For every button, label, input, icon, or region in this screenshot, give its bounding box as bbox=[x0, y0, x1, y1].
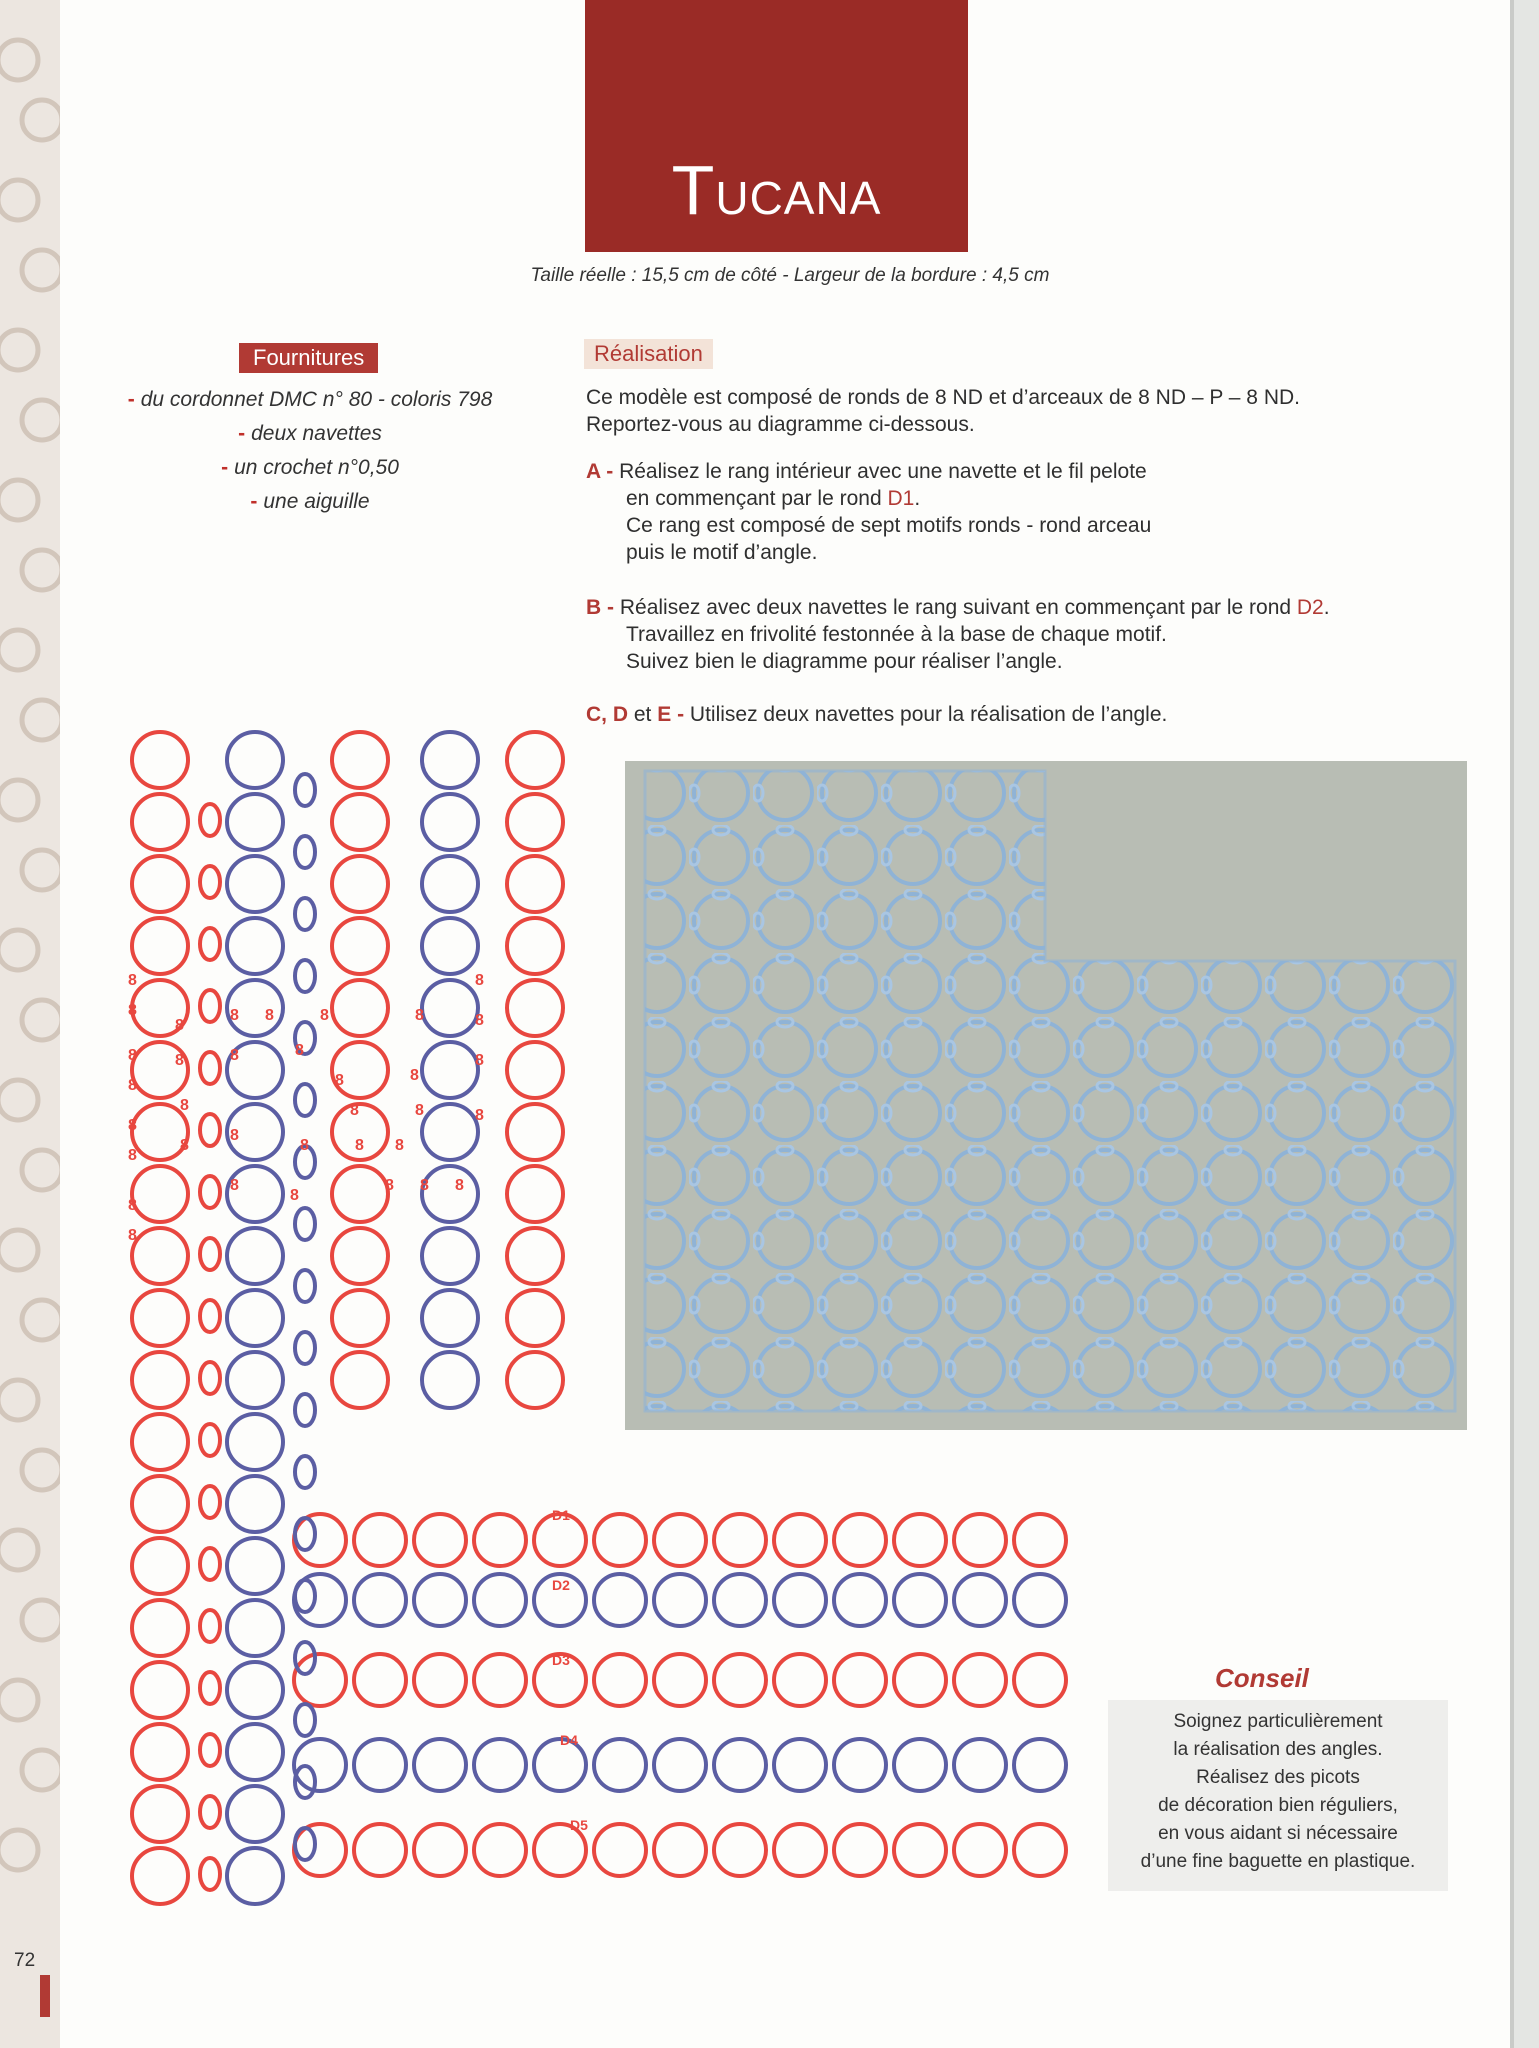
red-ring bbox=[132, 1600, 188, 1656]
red-ring bbox=[507, 856, 563, 912]
red-ring bbox=[414, 1514, 466, 1566]
page-marker bbox=[40, 1975, 50, 2017]
blue-ring bbox=[954, 1739, 1006, 1791]
stitch-count-label: 8 bbox=[420, 1177, 429, 1194]
blue-ring bbox=[227, 1724, 283, 1780]
red-ring bbox=[414, 1654, 466, 1706]
red-ring bbox=[507, 918, 563, 974]
red-leaf bbox=[200, 1424, 220, 1456]
red-leaf bbox=[200, 1238, 220, 1270]
blue-ring bbox=[227, 918, 283, 974]
red-leaf bbox=[200, 1734, 220, 1766]
blue-ring bbox=[227, 1600, 283, 1656]
red-ring bbox=[332, 1042, 388, 1098]
stitch-count-label: 8 bbox=[175, 1017, 184, 1034]
blue-ring bbox=[227, 856, 283, 912]
red-ring bbox=[714, 1654, 766, 1706]
red-ring bbox=[332, 794, 388, 850]
blue-ring bbox=[354, 1574, 406, 1626]
red-ring bbox=[132, 1166, 188, 1222]
blue-ring bbox=[422, 1042, 478, 1098]
red-ring bbox=[132, 794, 188, 850]
blue-ring bbox=[834, 1574, 886, 1626]
red-leaf bbox=[200, 866, 220, 898]
red-ring bbox=[954, 1514, 1006, 1566]
stitch-count-label: 8 bbox=[355, 1137, 364, 1154]
fournitures-heading: Fournitures bbox=[239, 343, 378, 373]
red-ring bbox=[1014, 1824, 1066, 1876]
red-ring bbox=[332, 980, 388, 1036]
blue-ring bbox=[774, 1739, 826, 1791]
blue-ring bbox=[774, 1574, 826, 1626]
stitch-count-label: 8 bbox=[350, 1102, 359, 1119]
red-ring bbox=[332, 1166, 388, 1222]
blue-ring bbox=[354, 1739, 406, 1791]
stitch-count-label: 8 bbox=[320, 1007, 329, 1024]
page-title: TUCANA bbox=[671, 151, 882, 229]
red-ring bbox=[594, 1654, 646, 1706]
step-cde: C, D et E - Utilisez deux navettes pour la réalisation de l’angle. bbox=[586, 703, 1168, 726]
blue-ring bbox=[227, 794, 283, 850]
red-leaf bbox=[200, 1796, 220, 1828]
red-leaf bbox=[200, 804, 220, 836]
blue-ring bbox=[834, 1739, 886, 1791]
red-leaf bbox=[200, 1052, 220, 1084]
blue-ring bbox=[654, 1574, 706, 1626]
blue-ring bbox=[1014, 1574, 1066, 1626]
blue-ring bbox=[422, 918, 478, 974]
red-ring bbox=[507, 1042, 563, 1098]
blue-leaf bbox=[295, 1456, 315, 1488]
blue-ring bbox=[954, 1574, 1006, 1626]
red-leaf bbox=[200, 1300, 220, 1332]
blue-leaf bbox=[295, 1704, 315, 1736]
red-ring bbox=[132, 1290, 188, 1346]
stitch-count-label: 8 bbox=[180, 1137, 189, 1154]
red-ring bbox=[507, 1166, 563, 1222]
page-edge-decoration bbox=[1510, 0, 1539, 2048]
red-ring bbox=[654, 1514, 706, 1566]
red-ring bbox=[294, 1824, 346, 1876]
blue-leaf bbox=[295, 1208, 315, 1240]
blue-leaf bbox=[295, 898, 315, 930]
blue-ring bbox=[422, 1290, 478, 1346]
realisation-heading: Réalisation bbox=[584, 339, 713, 369]
red-leaf bbox=[200, 1486, 220, 1518]
blue-ring bbox=[227, 1290, 283, 1346]
red-ring bbox=[132, 1414, 188, 1470]
red-ring bbox=[594, 1514, 646, 1566]
red-ring bbox=[594, 1824, 646, 1876]
stitch-count-label: 8 bbox=[475, 972, 484, 989]
blue-ring bbox=[474, 1574, 526, 1626]
supply-item: - une aiguille bbox=[250, 490, 370, 513]
red-leaf bbox=[200, 928, 220, 960]
red-ring bbox=[714, 1824, 766, 1876]
red-ring bbox=[507, 1104, 563, 1160]
conseil-title: Conseil bbox=[1215, 1663, 1309, 1693]
red-ring bbox=[132, 1538, 188, 1594]
blue-ring bbox=[227, 1414, 283, 1470]
blue-ring bbox=[422, 794, 478, 850]
step-a: A - Réalisez le rang intérieur avec une navette et le fil pelote en commençant par le rond D1. Ce rang est composé de sept motifs ronds - rond arceau puis le motif d’angle. bbox=[586, 460, 1152, 564]
stitch-count-label: 8 bbox=[180, 1097, 189, 1114]
red-ring bbox=[507, 1228, 563, 1284]
stitch-count-label: 8 bbox=[128, 1002, 137, 1019]
red-ring bbox=[507, 794, 563, 850]
stitch-count-label: 8 bbox=[128, 972, 137, 989]
red-ring bbox=[1014, 1654, 1066, 1706]
red-ring bbox=[654, 1654, 706, 1706]
red-ring bbox=[132, 918, 188, 974]
row-label-d2: D2 bbox=[552, 1577, 570, 1593]
red-ring bbox=[132, 1786, 188, 1842]
blue-leaf bbox=[295, 1828, 315, 1860]
lace-border-decoration bbox=[0, 0, 60, 2048]
stitch-count-label: 8 bbox=[128, 1047, 137, 1064]
red-ring bbox=[332, 1228, 388, 1284]
blue-leaf bbox=[295, 1270, 315, 1302]
blue-ring bbox=[227, 1848, 283, 1904]
blue-leaf bbox=[295, 1332, 315, 1364]
red-leaf bbox=[200, 1176, 220, 1208]
red-ring bbox=[894, 1654, 946, 1706]
stitch-count-label: 8 bbox=[175, 1052, 184, 1069]
red-leaf bbox=[200, 1362, 220, 1394]
red-ring bbox=[834, 1824, 886, 1876]
blue-ring bbox=[422, 856, 478, 912]
stitch-count-label: 8 bbox=[265, 1007, 274, 1024]
red-ring bbox=[132, 1724, 188, 1780]
red-ring bbox=[774, 1824, 826, 1876]
stitch-count-label: 8 bbox=[230, 1007, 239, 1024]
red-ring bbox=[354, 1514, 406, 1566]
stitch-count-label: 8 bbox=[475, 1012, 484, 1029]
red-ring bbox=[654, 1824, 706, 1876]
blue-ring bbox=[894, 1574, 946, 1626]
row-label-d5: D5 bbox=[570, 1817, 588, 1833]
red-leaf bbox=[200, 1548, 220, 1580]
blue-ring bbox=[654, 1739, 706, 1791]
supply-item: - du cordonnet DMC n° 80 - coloris 798 bbox=[127, 388, 493, 411]
red-ring bbox=[332, 732, 388, 788]
red-ring bbox=[132, 1662, 188, 1718]
intro-text: Ce modèle est composé de ronds de 8 ND et d’arceaux de 8 ND – P – 8 ND. Reportez-vous au diagramme ci-dessous. bbox=[586, 386, 1300, 436]
red-ring bbox=[132, 1352, 188, 1408]
red-ring bbox=[132, 1228, 188, 1284]
red-ring bbox=[954, 1824, 1006, 1876]
red-leaf bbox=[200, 1114, 220, 1146]
stitch-count-label: 8 bbox=[128, 1077, 137, 1094]
stitch-count-label: 8 bbox=[290, 1187, 299, 1204]
stitch-count-label: 8 bbox=[230, 1047, 239, 1064]
blue-ring bbox=[714, 1739, 766, 1791]
stitch-count-label: 8 bbox=[475, 1052, 484, 1069]
red-leaf bbox=[200, 990, 220, 1022]
stitch-count-label: 8 bbox=[385, 1177, 394, 1194]
red-ring bbox=[774, 1514, 826, 1566]
row-label-d3: D3 bbox=[552, 1652, 570, 1668]
red-ring bbox=[774, 1654, 826, 1706]
red-ring bbox=[1014, 1514, 1066, 1566]
conseil-box: Soignez particulièrement la réalisation des angles. Réalisez des picots de décoration bien réguliers, en vous aidant si nécessaire d’une fine baguette en plastique. bbox=[1108, 1700, 1448, 1891]
stitch-count-label: 8 bbox=[415, 1102, 424, 1119]
blue-leaf bbox=[295, 960, 315, 992]
red-leaf bbox=[200, 1672, 220, 1704]
blue-ring bbox=[422, 1228, 478, 1284]
red-ring bbox=[414, 1824, 466, 1876]
blue-ring bbox=[227, 1538, 283, 1594]
red-ring bbox=[507, 1352, 563, 1408]
stitch-count-label: 8 bbox=[300, 1137, 309, 1154]
stitch-count-label: 8 bbox=[128, 1227, 137, 1244]
row-label-d4: D4 bbox=[560, 1732, 578, 1748]
blue-ring bbox=[474, 1739, 526, 1791]
stitch-count-label: 8 bbox=[128, 1197, 137, 1214]
red-ring bbox=[894, 1514, 946, 1566]
red-ring bbox=[354, 1824, 406, 1876]
red-ring bbox=[507, 980, 563, 1036]
blue-ring bbox=[714, 1574, 766, 1626]
supply-item: - un crochet n°0,50 bbox=[221, 456, 399, 479]
red-ring bbox=[294, 1514, 346, 1566]
red-ring bbox=[834, 1654, 886, 1706]
red-ring bbox=[894, 1824, 946, 1876]
stitch-count-label: 8 bbox=[295, 1042, 304, 1059]
page-number: 72 bbox=[14, 1950, 36, 1971]
red-ring bbox=[132, 1476, 188, 1532]
stitch-count-label: 8 bbox=[230, 1177, 239, 1194]
red-ring bbox=[474, 1824, 526, 1876]
stitch-count-label: 8 bbox=[415, 1007, 424, 1024]
blue-ring bbox=[1014, 1739, 1066, 1791]
blue-leaf bbox=[295, 1084, 315, 1116]
red-ring bbox=[474, 1514, 526, 1566]
blue-ring bbox=[227, 1786, 283, 1842]
red-ring bbox=[332, 918, 388, 974]
stitch-count-label: 8 bbox=[230, 1127, 239, 1144]
blue-ring bbox=[227, 732, 283, 788]
blue-ring bbox=[414, 1739, 466, 1791]
subtitle: Taille réelle : 15,5 cm de côté - Largeur de la bordure : 4,5 cm bbox=[530, 265, 1050, 286]
blue-ring bbox=[594, 1574, 646, 1626]
blue-ring bbox=[227, 1476, 283, 1532]
red-ring bbox=[474, 1654, 526, 1706]
blue-ring bbox=[227, 1352, 283, 1408]
blue-ring bbox=[227, 1662, 283, 1718]
blue-leaf bbox=[295, 1518, 315, 1550]
stitch-count-label: 8 bbox=[128, 1117, 137, 1134]
blue-ring bbox=[894, 1739, 946, 1791]
red-ring bbox=[132, 732, 188, 788]
blue-ring bbox=[422, 1166, 478, 1222]
blue-ring bbox=[422, 1104, 478, 1160]
red-ring bbox=[954, 1654, 1006, 1706]
blue-leaf bbox=[295, 836, 315, 868]
supply-item: - deux navettes bbox=[238, 422, 382, 445]
blue-ring bbox=[414, 1574, 466, 1626]
stitch-count-label: 8 bbox=[335, 1072, 344, 1089]
red-leaf bbox=[200, 1858, 220, 1890]
blue-leaf bbox=[295, 1580, 315, 1612]
red-ring bbox=[507, 732, 563, 788]
red-ring bbox=[132, 1848, 188, 1904]
red-ring bbox=[294, 1654, 346, 1706]
red-ring bbox=[132, 856, 188, 912]
blue-ring bbox=[227, 1166, 283, 1222]
row-label-d1: D1 bbox=[552, 1507, 570, 1523]
stitch-count-label: 8 bbox=[410, 1067, 419, 1084]
blue-ring bbox=[422, 1352, 478, 1408]
blue-ring bbox=[422, 732, 478, 788]
blue-ring bbox=[227, 1228, 283, 1284]
stitch-count-label: 8 bbox=[455, 1177, 464, 1194]
red-ring bbox=[834, 1514, 886, 1566]
red-leaf bbox=[200, 1610, 220, 1642]
blue-leaf bbox=[295, 774, 315, 806]
stitch-count-label: 8 bbox=[475, 1107, 484, 1124]
stitch-count-label: 8 bbox=[128, 1147, 137, 1164]
red-ring bbox=[332, 1290, 388, 1346]
blue-ring bbox=[422, 980, 478, 1036]
blue-ring bbox=[594, 1739, 646, 1791]
supplies-list bbox=[90, 383, 530, 519]
red-ring bbox=[332, 856, 388, 912]
red-ring bbox=[507, 1290, 563, 1346]
blue-leaf bbox=[295, 1394, 315, 1426]
red-ring bbox=[332, 1352, 388, 1408]
title-block bbox=[585, 0, 968, 252]
step-b: B - Réalisez avec deux navettes le rang suivant en commençant par le rond D2. Travaillez en frivolité festonnée à la base de chaque motif. Suivez bien le diagramme pour réaliser l’angle. bbox=[586, 596, 1330, 673]
tatting-diagram bbox=[120, 720, 1120, 1980]
red-ring bbox=[132, 1042, 188, 1098]
red-ring bbox=[714, 1514, 766, 1566]
stitch-count-label: 8 bbox=[395, 1137, 404, 1154]
red-ring bbox=[354, 1654, 406, 1706]
